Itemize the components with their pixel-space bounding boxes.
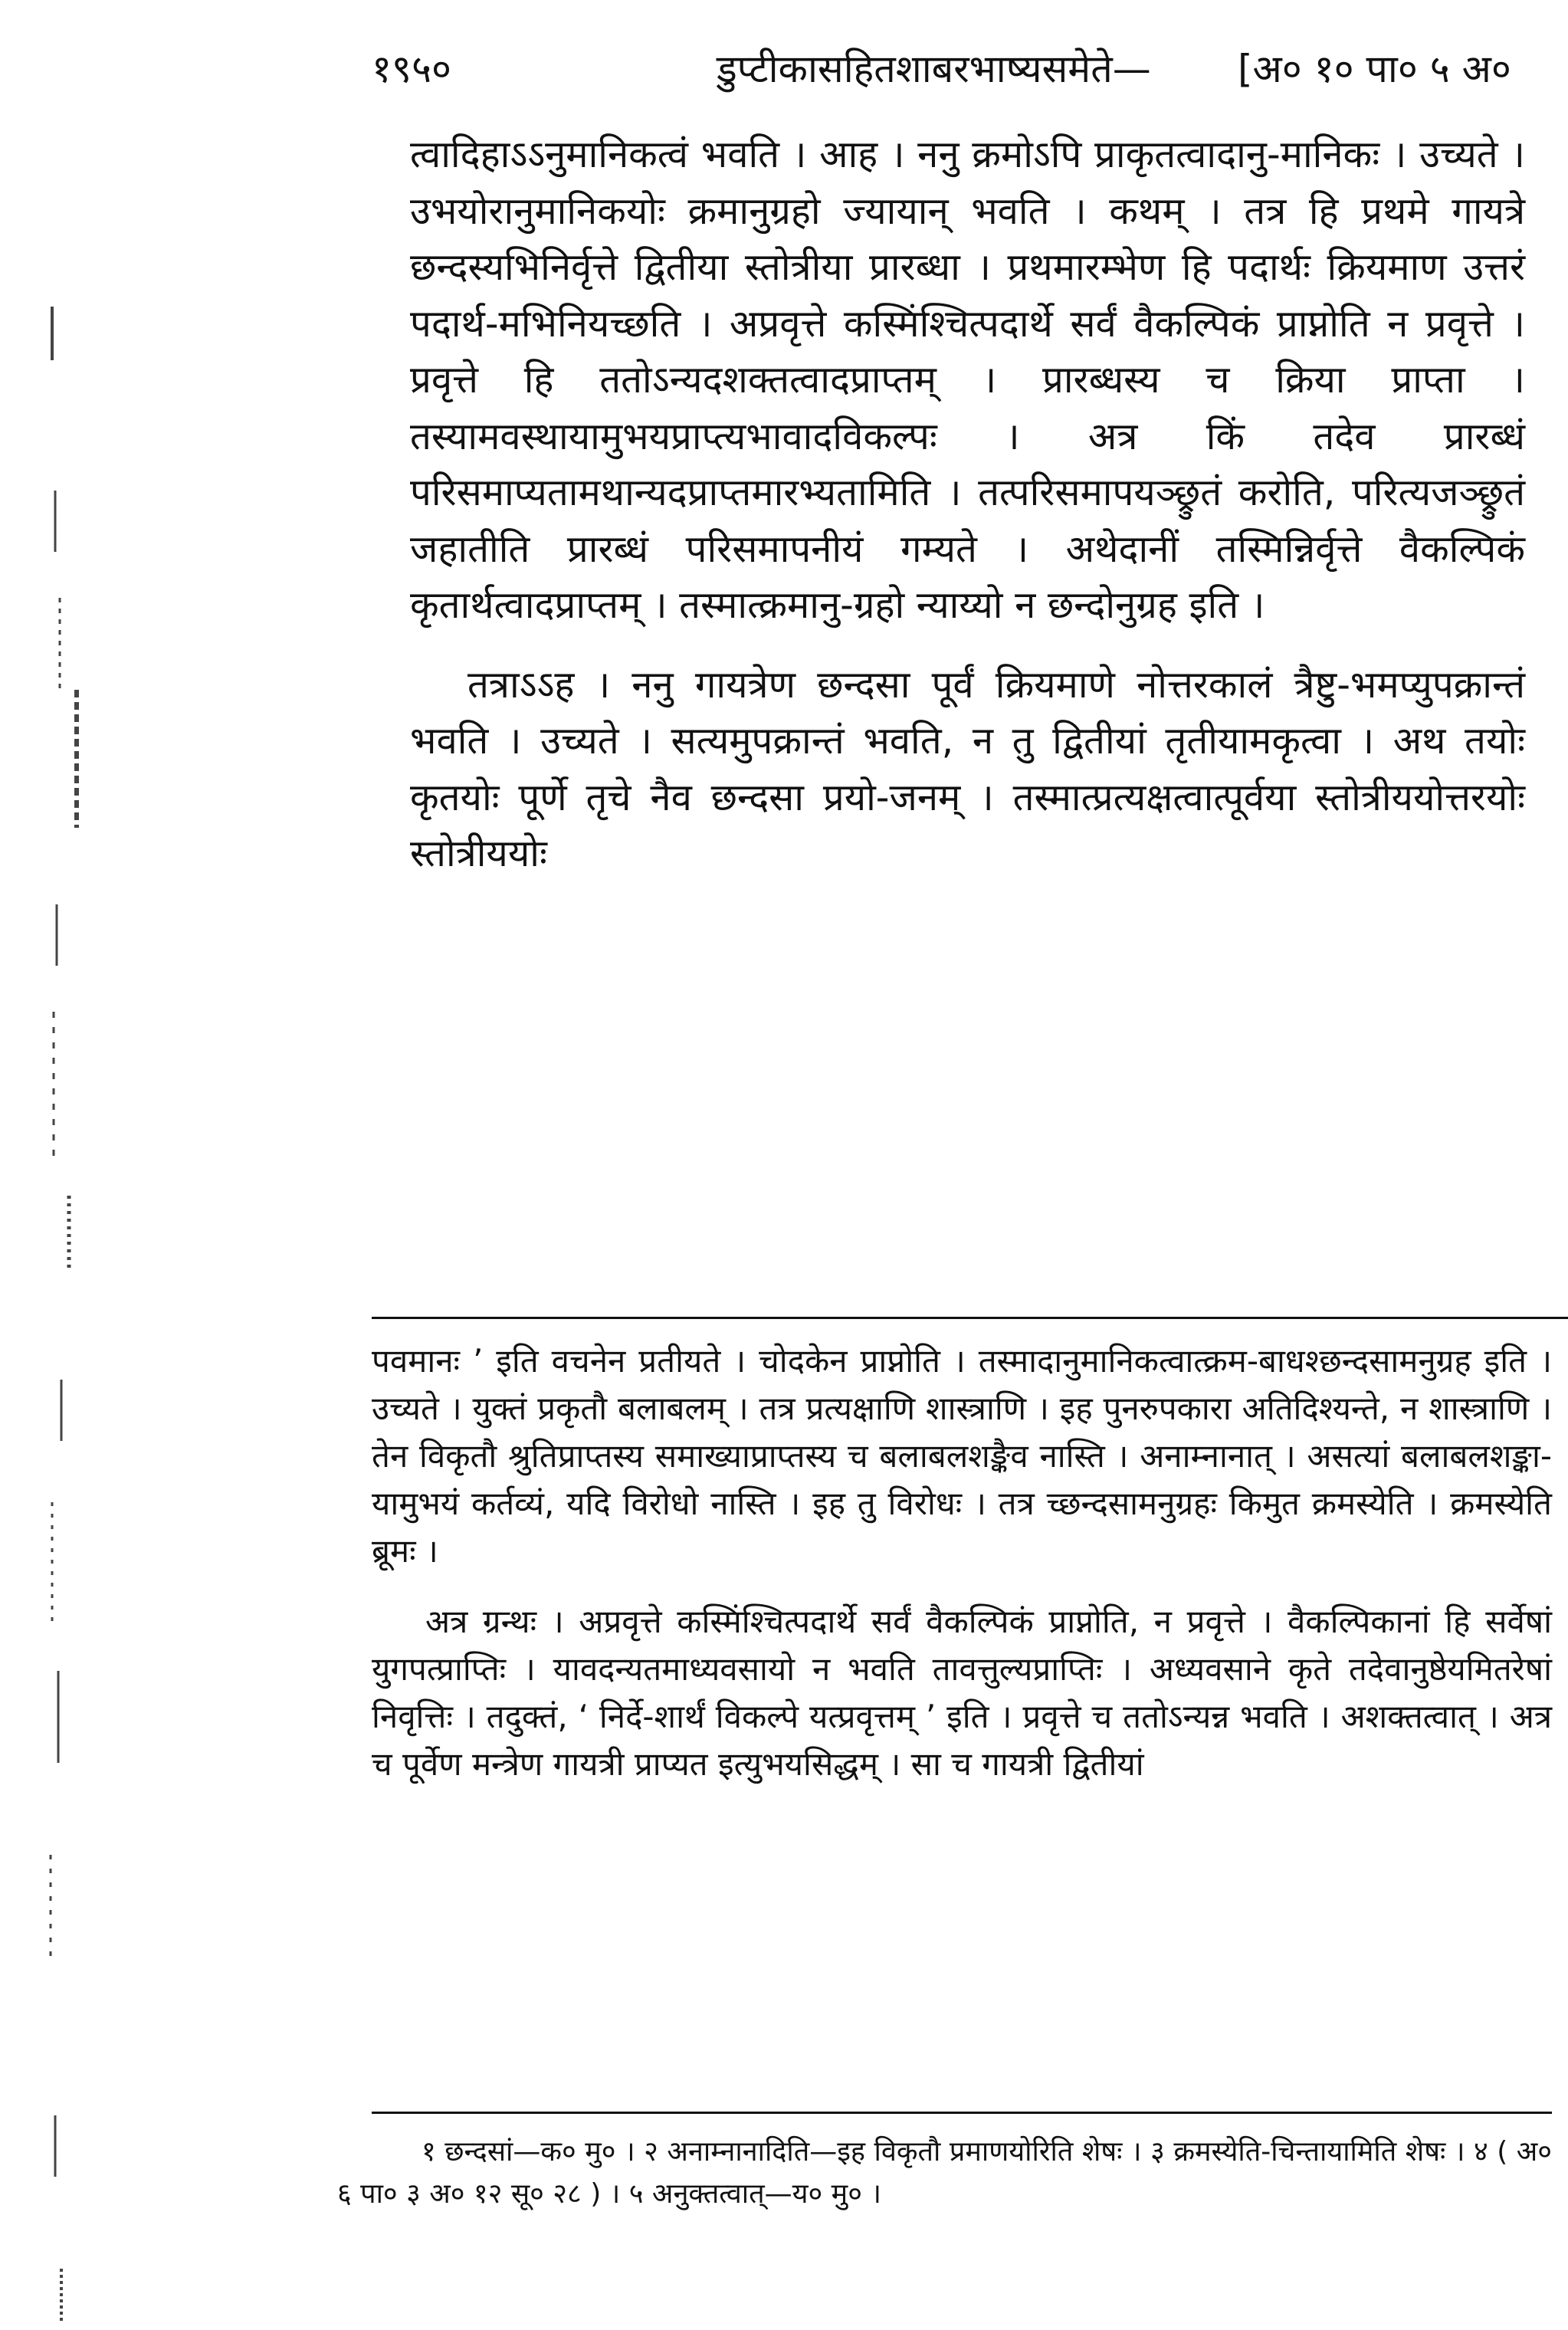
main-paragraph-2: तत्राऽऽह । ननु गायत्रेण छन्दसा पूर्वं क्रियमाणे नोत्तरकालं त्रैष्टु-भमप्युपक्रान्तं भवति । उच्यते । सत्यमुपक्रान्तं भवति, न तु द्वितीयां तृतीयामकृत्वा । अथ तयोः कृतयोः पूर्णे तृचे नैव छन्दसा प्रयो-जनम् । तस्मात्प्रत्यक्षत्वात्पूर्वया स्तोत्रीययोत्तरयोः स्तोत्रीययोः bbox=[410, 662, 1525, 875]
chapter-reference: [अ० १० पा० ५ अ० bbox=[1238, 47, 1511, 91]
running-header bbox=[372, 31, 1568, 107]
main-text bbox=[410, 126, 1525, 882]
commentary-divider bbox=[372, 1317, 1568, 1319]
binding-edge-marks bbox=[46, 0, 138, 2330]
footnote-divider bbox=[372, 2112, 1552, 2114]
running-title: डुप्टीकासहितशाबरभाष्यसमेते— bbox=[717, 47, 1151, 91]
commentary-text bbox=[372, 1337, 1552, 1788]
footnotes bbox=[337, 2131, 1552, 2215]
commentary-paragraph-1: पवमानः ’ इति वचनेन प्रतीयते । चोदकेन प्राप्नोति । तस्मादानुमानिकत्वात्क्रम-बाधश्छन्दसामनुग्रह इति । उच्यते । युक्तं प्रकृतौ बलाबलम् । तत्र प्रत्यक्षाणि शास्त्राणि । इह पुनरुपकारा अतिदिश्यन्ते, न शास्त्राणि । तेन विकृतौ श्रुतिप्राप्तस्य समाख्याप्राप्तस्य च बलाबलशङ्कैव नास्ति । अनाम्नानात् । असत्यां बलाबलशङ्का-यामुभयं कर्तव्यं, यदि विरोधो नास्ति । इह तु विरोधः । तत्र च्छन्दसामनुग्रहः किमुत क्रमस्येति । क्रमस्येति ब्रूमः । bbox=[372, 1342, 1552, 1570]
page-number: १९५० bbox=[372, 47, 451, 91]
commentary-paragraph-2: अत्र ग्रन्थः । अप्रवृत्ते कस्मिंश्चित्पदार्थे सर्वं वैकल्पिकं प्राप्नोति, न प्रवृत्ते । वैकल्पिकानां हि सर्वेषां युगपत्प्राप्तिः । यावदन्यतमाध्यवसायो न भवति तावत्तुल्यप्राप्तिः । अध्यवसाने कृते तदेवानुष्ठेयमितरेषां निवृत्तिः । तदुक्तं, ‘ निर्दे-शार्थं विकल्पे यत्प्रवृत्तम् ’ इति । प्रवृत्ते च ततोऽन्यन्न भवति । अशक्तत्वात् । अत्र च पूर्वेण मन्त्रेण गायत्री प्राप्यत इत्युभयसिद्धम् । सा च गायत्री द्वितीयां bbox=[372, 1603, 1552, 1783]
footnotes-text: १ छन्दसां—क० मु० । २ अनाम्नानादिति—इह विकृतौ प्रमाणयोरिति शेषः । ३ क्रमस्येति-चिन्तायामिति शेषः । ४ ( अ० ६ पा० ३ अ० १२ सू० २८ ) । ५ अनुक्तत्वात्—य० मु० । bbox=[337, 2136, 1552, 2210]
main-paragraph-1: त्वादिहाऽऽनुमानिकत्वं भवति । आह । ननु क्रमोऽपि प्राकृतत्वादानु-मानिकः । उच्यते । उभयोरानुमानिकयोः क्रमानुग्रहो ज्यायान् भवति । कथम् । तत्र हि प्रथमे गायत्रे छन्दस्यभिनिर्वृत्ते द्वितीया स्तोत्रीया प्रारब्धा । प्रथमारम्भेण हि पदार्थः क्रियमाण उत्तरं पदार्थ-मभिनियच्छति । अप्रवृत्ते कस्मिंश्चित्पदार्थे सर्वं वैकल्पिकं प्राप्नोति न प्रवृत्ते । प्रवृत्ते हि ततोऽन्यदशक्तत्वादप्राप्तम् । प्रारब्धस्य च क्रिया प्राप्ता । तस्यामवस्थायामुभयप्राप्त्यभावादविकल्पः । अत्र किं तदेव प्रारब्धं परिसमाप्यतामथान्यदप्राप्तमारभ्यतामिति । तत्परिसमापयञ्छ्रुतं करोति, परित्यजञ्छ्रुतं जहातीति प्रारब्धं परिसमापनीयं गम्यते । अथेदानीं तस्मिन्निर्वृत्ते वैकल्पिकं कृतार्थत्वादप्राप्तम् । तस्मात्क्रमानु-ग्रहो न्याय्यो न छन्दोनुग्रह इति । bbox=[410, 133, 1525, 627]
